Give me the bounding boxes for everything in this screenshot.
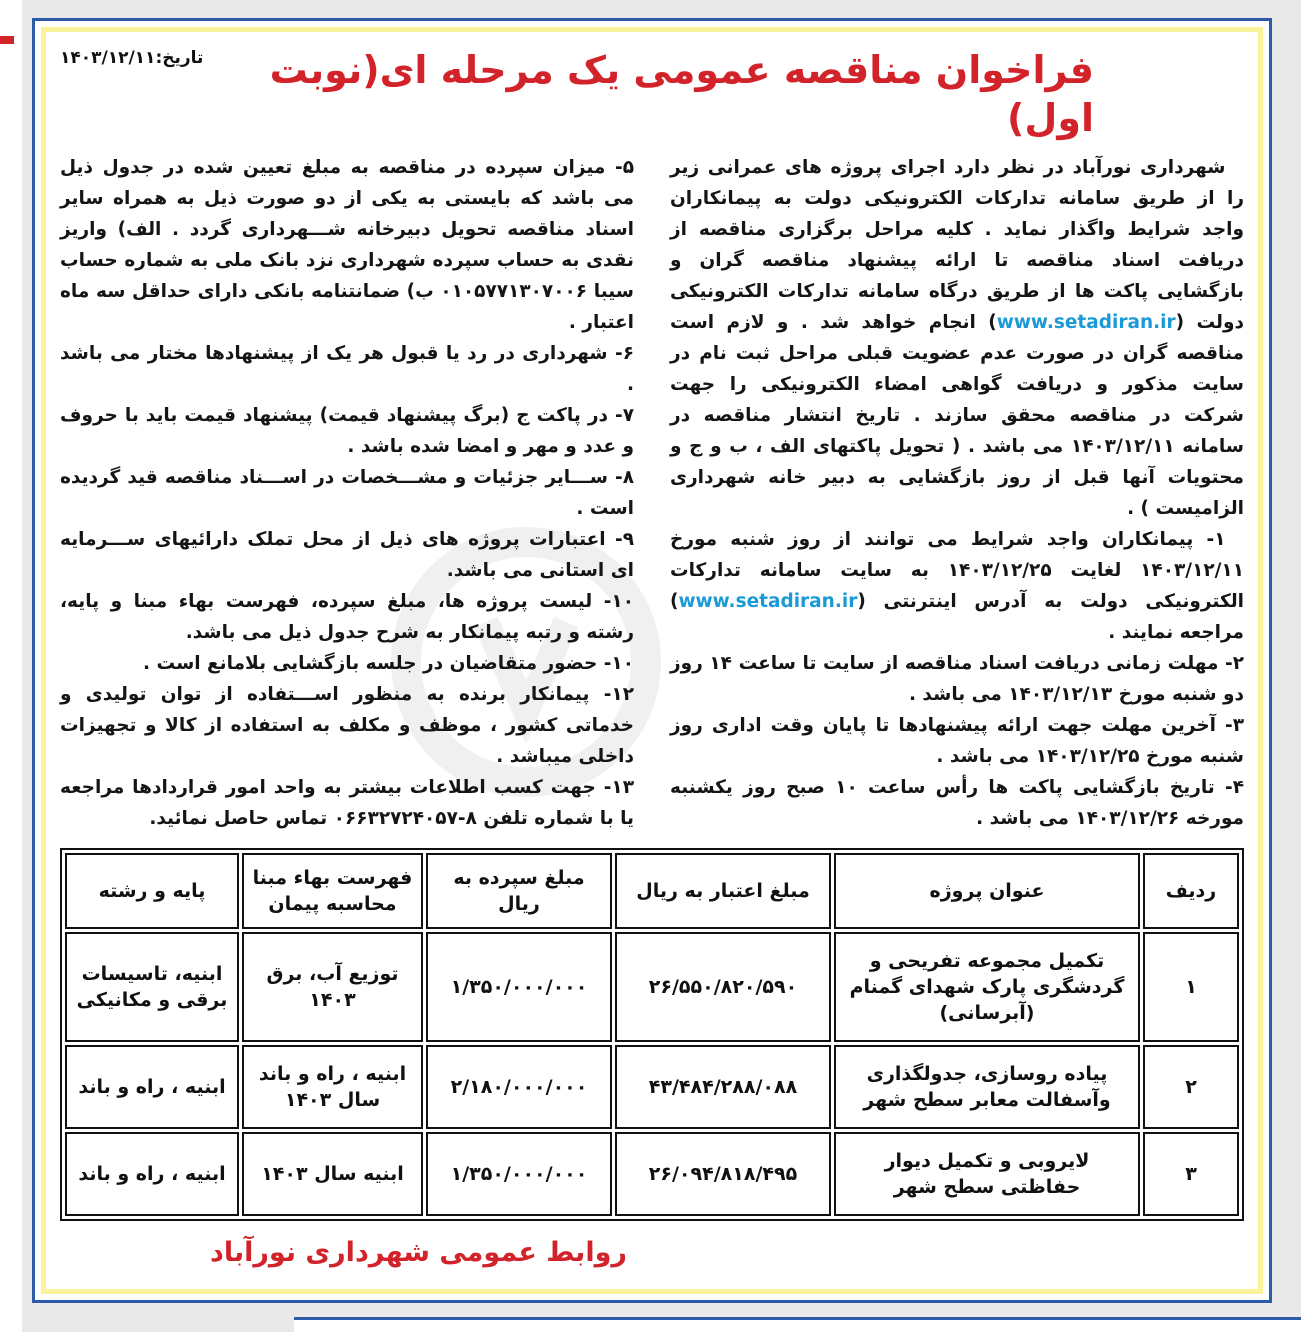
- cell-price-list: ابنیه سال ۱۴۰۳: [242, 1132, 423, 1216]
- table-header-row: [65, 853, 1239, 929]
- cell-credit-amount: ۲۶/۵۵۰/۸۲۰/۵۹۰: [615, 932, 831, 1042]
- ad-title: فراخوان مناقصه عمومی یک مرحله ای(نوبت اول): [269, 48, 1094, 140]
- intro-paragraph: شهرداری نورآباد در نظر دارد اجرای پروژه های عمرانی زیر را از طریق سامانه تدارکات الکترونیکی دولت به پیمانکاران واجد شرایط واگذار نماید . کلیه مراحل برگزاری مناقصه از دریافت اسناد مناقصه تا ارائه پیشنهاد مناقصه گران و بازگشایی پاکت ها از طریق درگاه سامانه تدارکات الکترونیکی دولت (www.setadiran.ir) انجام خواهد شد . و لازم است مناقصه گران در صورت عدم عضویت قبلی مراحل ثبت نام در سایت مذکور و دریافت گواهی امضاء الکترونیکی را جهت شرکت در مناقصه محقق سازند . تاریخ انتشار مناقصه در سامانه ۱۴۰۳/۱۲/۱۱ می باشد . ( تحویل پاکتهای الف ، ب و ج و محتویات آنها قبل از روز بازگشایی به دبیر خانه شهرداری الزامیست ) .: [670, 157, 1244, 519]
- header-credit-amount: مبلغ اعتبار به ریال: [615, 853, 831, 929]
- item-6: ۶- شهرداری در رد یا قبول هر یک از پیشنهادها مختار می باشد .: [60, 343, 634, 395]
- tender-ad-inner: [41, 27, 1263, 1294]
- setadiran-link[interactable]: www.setadiran.ir: [996, 312, 1176, 333]
- cell-project-title: پیاده روسازی، جدولگذاری وآسفالت معابر سطح شهر: [834, 1045, 1140, 1129]
- cell-deposit-amount: ۱/۳۵۰/۰۰۰/۰۰۰: [426, 1132, 612, 1216]
- next-ad-edge: [294, 1317, 1301, 1332]
- cell-deposit-amount: ۱/۳۵۰/۰۰۰/۰۰۰: [426, 932, 612, 1042]
- cell-deposit-amount: ۲/۱۸۰/۰۰۰/۰۰۰: [426, 1045, 612, 1129]
- cell-price-list: ابنیه ، راه و باند سال ۱۴۰۳: [242, 1045, 423, 1129]
- cell-grade-field: ابنیه، تاسیسات برقی و مکانیکی: [65, 932, 239, 1042]
- text-columns: [60, 152, 1244, 834]
- header-row-number: ردیف: [1143, 853, 1239, 929]
- adjacent-column-edge: [0, 0, 22, 1332]
- item-3: ۳- آخرین مهلت جهت ارائه پیشنهادها تا پایان وقت اداری روز شنبه مورخ ۱۴۰۳/۱۲/۲۵ می باشد .: [670, 715, 1244, 767]
- cell-row-number: ۲: [1143, 1045, 1239, 1129]
- cell-project-title: لایروبی و تکمیل دیوار حفاظتی سطح شهر: [834, 1132, 1140, 1216]
- item-13: ۱۳- جهت کسب اطلاعات بیشتر به واحد امور قراردادها مراجعه یا با شماره تلفن ۸-۰۶۶۳۲۷۲۴۰۵۷ تماس حاصل نمائید.: [60, 777, 634, 829]
- header-grade-field: پایه و رشته: [65, 853, 239, 929]
- item-11: ۱۰- حضور متقاضیان در جلسه بازگشایی بلامانع است .: [143, 653, 634, 674]
- cell-row-number: ۱: [1143, 932, 1239, 1042]
- cell-credit-amount: ۴۳/۴۸۴/۲۸۸/۰۸۸: [615, 1045, 831, 1129]
- footer-signature: روابط عمومی شهرداری نورآباد: [210, 1237, 627, 1268]
- item-12: ۱۲- پیمانکار برنده به منظور اســـتفاده از توان تولیدی و خدماتی کشور ، موظف و مکلف به استفاده از کالا و تجهیزات داخلی میباشد .: [60, 684, 634, 767]
- item-2: ۲- مهلت زمانی دریافت اسناد مناقصه از سایت تا ساعت ۱۴ روز دو شنبه مورخ ۱۴۰۳/۱۲/۱۳ می باشد .: [670, 653, 1244, 705]
- text-column-right: [670, 152, 1244, 834]
- projects-table: [60, 848, 1244, 1221]
- cell-project-title: تکمیل مجموعه تفریحی و گردشگری پارک شهدای گمنام (آبرسانی): [834, 932, 1140, 1042]
- header-project-title: عنوان پروژه: [834, 853, 1140, 929]
- item-7: ۷- در پاکت ج (برگ پیشنهاد قیمت) پیشنهاد قیمت باید با حروف و عدد و مهر و امضا شده باشد .: [60, 405, 634, 457]
- text-column-left: [60, 152, 634, 834]
- cell-grade-field: ابنیه ، راه و باند: [65, 1132, 239, 1216]
- cell-price-list: توزیع آب، برق ۱۴۰۳: [242, 932, 423, 1042]
- cell-row-number: ۳: [1143, 1132, 1239, 1216]
- table-row: [65, 1045, 1239, 1129]
- red-marker: [0, 36, 14, 44]
- table-row: [65, 1132, 1239, 1216]
- tender-ad-frame: [32, 18, 1272, 1303]
- item-10: ۱۰- لیست پروژه ها، مبلغ سپرده، فهرست بهاء مبنا و پایه، رشته و رتبه پیمانکار به شرح جدول ذیل می باشد.: [60, 591, 634, 643]
- item-8: ۸- ســـایر جزئیات و مشـــخصات در اســـناد مناقصه قید گردیده است .: [60, 467, 634, 519]
- item-5: ۵- میزان سپرده در مناقصه به مبلغ تعیین شده در جدول ذیل می باشد که بایستی به یکی از دو صورت ذیل به همراه سایر اسناد مناقصه تحویل دبیرخانه شـــهرداری گردد . الف) واریز نقدی به حساب سپرده شهرداری نزد بانک ملی به شماره حساب سیبا ۰۱۰۵۷۷۱۳۰۷۰۰۶ ب) ضمانتنامه بانکی دارای حداقل سه ماه اعتبار .: [60, 157, 635, 333]
- item-4: ۴- تاریخ بازگشایی پاکت ها رأس ساعت ۱۰ صبح روز یکشنبه مورخه ۱۴۰۳/۱۲/۲۶ می باشد .: [670, 777, 1244, 829]
- item-1: ۱- پیمانکاران واجد شرایط می توانند از روز شنبه مورخ ۱۴۰۳/۱۲/۱۱ لغایت ۱۴۰۳/۱۲/۲۵ به سایت سامانه تدارکات الکترونیکی دولت به آدرس اینترنتی (www.setadiran.ir) مراجعه نمایند .: [670, 529, 1244, 643]
- item-9: ۹- اعتبارات پروژه های ذیل از محل تملک دارائیهای ســـرمایه ای استانی می باشد.: [60, 529, 634, 581]
- header-price-list: فهرست بهاء مبنا محاسبه پیمان: [242, 853, 423, 929]
- table-row: [65, 932, 1239, 1042]
- ad-date: تاریخ:۱۴۰۳/۱۲/۱۱: [60, 48, 204, 68]
- setadiran-link-2[interactable]: www.setadiran.ir: [678, 591, 858, 612]
- cell-grade-field: ابنیه ، راه و باند: [65, 1045, 239, 1129]
- ad-header: [60, 46, 1244, 142]
- cell-credit-amount: ۲۶/۰۹۴/۸۱۸/۴۹۵: [615, 1132, 831, 1216]
- header-deposit-amount: مبلغ سپرده به ریال: [426, 853, 612, 929]
